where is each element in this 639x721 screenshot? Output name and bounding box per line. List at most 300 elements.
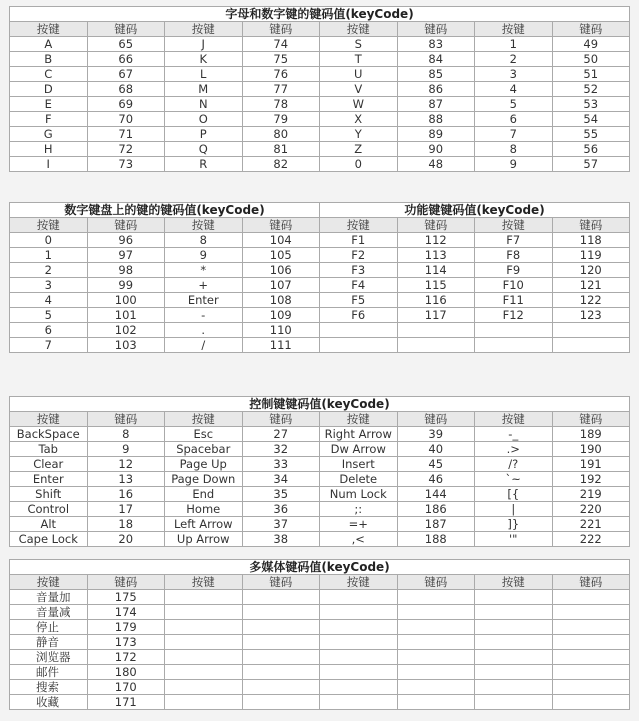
key-name-cell (165, 590, 243, 605)
keycode-cell: 38 (242, 532, 320, 547)
column-header: 按键 (165, 218, 243, 233)
table-row (10, 517, 630, 532)
column-header-row (10, 22, 630, 37)
keycode-cell: 102 (87, 323, 165, 338)
key-name-cell: 7 (10, 338, 88, 353)
key-name-cell: ;: (320, 502, 398, 517)
column-header: 键码 (242, 218, 320, 233)
column-header-row (10, 412, 630, 427)
key-name-cell: 2 (475, 52, 553, 67)
key-name-cell (320, 650, 398, 665)
keycode-cell (242, 605, 320, 620)
key-name-cell: 1 (475, 37, 553, 52)
key-name-cell: M (165, 82, 243, 97)
key-name-cell: 2 (10, 263, 88, 278)
key-name-cell (475, 620, 553, 635)
key-name-cell: F1 (320, 233, 398, 248)
key-name-cell: - (165, 308, 243, 323)
keycode-cell: 89 (397, 127, 475, 142)
keycode-cell (552, 680, 630, 695)
keycode-cell: 34 (242, 472, 320, 487)
key-name-cell: Y (320, 127, 398, 142)
column-header: 键码 (552, 22, 630, 37)
key-name-cell (320, 680, 398, 695)
key-name-cell: 4 (10, 293, 88, 308)
keycode-cell: 72 (87, 142, 165, 157)
column-header-row (10, 218, 630, 233)
key-name-cell: Up Arrow (165, 532, 243, 547)
keycode-cell (397, 680, 475, 695)
keycode-cell: 37 (242, 517, 320, 532)
keycode-cell: 173 (87, 635, 165, 650)
keycode-cell: 106 (242, 263, 320, 278)
column-header: 按键 (475, 575, 553, 590)
keycode-cell: 85 (397, 67, 475, 82)
key-name-cell (320, 620, 398, 635)
key-name-cell (475, 680, 553, 695)
table-row (10, 680, 630, 695)
table-row (10, 293, 630, 308)
keycode-cell: 17 (87, 502, 165, 517)
keycode-cell: 48 (397, 157, 475, 172)
key-name-cell: F10 (475, 278, 553, 293)
keycode-cell (397, 338, 475, 353)
key-name-cell: F9 (475, 263, 553, 278)
table-row (10, 665, 630, 680)
keycode-cell: 190 (552, 442, 630, 457)
key-name-cell (165, 650, 243, 665)
key-name-cell (165, 680, 243, 695)
column-header: 按键 (165, 412, 243, 427)
key-name-cell (320, 338, 398, 353)
key-name-cell: R (165, 157, 243, 172)
key-name-cell: 音量加 (10, 590, 88, 605)
key-name-cell: T (320, 52, 398, 67)
keycode-cell: 117 (397, 308, 475, 323)
keycode-cell (552, 650, 630, 665)
keycode-cell: 86 (397, 82, 475, 97)
key-name-cell: 静音 (10, 635, 88, 650)
keycode-cell (242, 635, 320, 650)
column-header: 键码 (397, 22, 475, 37)
keycode-cell: 96 (87, 233, 165, 248)
key-name-cell: 邮件 (10, 665, 88, 680)
key-name-cell: Alt (10, 517, 88, 532)
keycode-cell: 122 (552, 293, 630, 308)
keycode-cell: 191 (552, 457, 630, 472)
key-name-cell: + (165, 278, 243, 293)
keycode-cell: 65 (87, 37, 165, 52)
table-row (10, 635, 630, 650)
keycode-cell: 222 (552, 532, 630, 547)
key-name-cell: Left Arrow (165, 517, 243, 532)
table-row (10, 142, 630, 157)
keycode-cell: 107 (242, 278, 320, 293)
column-header: 键码 (87, 412, 165, 427)
keycode-cell: 67 (87, 67, 165, 82)
key-name-cell: Z (320, 142, 398, 157)
keycode-cell: 186 (397, 502, 475, 517)
keycode-cell: 174 (87, 605, 165, 620)
key-name-cell: Control (10, 502, 88, 517)
table-row (10, 323, 630, 338)
key-name-cell: V (320, 82, 398, 97)
key-name-cell (320, 695, 398, 710)
table-row (10, 157, 630, 172)
keycode-cell: 170 (87, 680, 165, 695)
keycode-cell (397, 590, 475, 605)
keycode-cell: 188 (397, 532, 475, 547)
keycode-cell: 77 (242, 82, 320, 97)
key-name-cell: ]} (475, 517, 553, 532)
key-name-cell (165, 695, 243, 710)
table-row (10, 127, 630, 142)
key-name-cell: Page Up (165, 457, 243, 472)
keycode-cell: 75 (242, 52, 320, 67)
key-name-cell: U (320, 67, 398, 82)
table-title: 控制键键码值(keyCode) (10, 397, 630, 412)
key-name-cell (475, 338, 553, 353)
keycode-cell: 120 (552, 263, 630, 278)
table-row (10, 52, 630, 67)
key-name-cell: A (10, 37, 88, 52)
key-name-cell: W (320, 97, 398, 112)
column-header-row (10, 575, 630, 590)
key-name-cell: 搜索 (10, 680, 88, 695)
key-name-cell: 停止 (10, 620, 88, 635)
key-name-cell: Home (165, 502, 243, 517)
key-name-cell: Cape Lock (10, 532, 88, 547)
key-name-cell: 8 (165, 233, 243, 248)
key-name-cell: =+ (320, 517, 398, 532)
keycode-cell: 187 (397, 517, 475, 532)
column-header: 按键 (475, 22, 553, 37)
table-row (10, 427, 630, 442)
keycode-cell (397, 635, 475, 650)
keycode-cell: 114 (397, 263, 475, 278)
column-header: 按键 (10, 22, 88, 37)
table-row (10, 650, 630, 665)
key-name-cell: .> (475, 442, 553, 457)
keycode-cell: 36 (242, 502, 320, 517)
key-name-cell: | (475, 502, 553, 517)
keycode-cell (552, 323, 630, 338)
key-name-cell: Enter (10, 472, 88, 487)
keycode-cell (242, 590, 320, 605)
column-header: 键码 (552, 575, 630, 590)
table-row (10, 487, 630, 502)
keycode-cell: 66 (87, 52, 165, 67)
keycode-cell: 68 (87, 82, 165, 97)
keycode-cell: 79 (242, 112, 320, 127)
key-name-cell: 收藏 (10, 695, 88, 710)
keycode-cell: 192 (552, 472, 630, 487)
key-name-cell (475, 635, 553, 650)
keycode-cell: 40 (397, 442, 475, 457)
key-name-cell: 5 (10, 308, 88, 323)
table-row (10, 605, 630, 620)
keycode-cell: 99 (87, 278, 165, 293)
table-row (10, 695, 630, 710)
table-row (10, 97, 630, 112)
column-header: 键码 (552, 412, 630, 427)
key-name-cell (320, 590, 398, 605)
keycode-cell (397, 665, 475, 680)
column-header: 键码 (242, 412, 320, 427)
key-name-cell: * (165, 263, 243, 278)
keycode-cell (242, 650, 320, 665)
table-title: 字母和数字键的键码值(keyCode) (10, 7, 630, 22)
keycode-cell: 144 (397, 487, 475, 502)
key-name-cell: J (165, 37, 243, 52)
keycode-cell: 175 (87, 590, 165, 605)
keycode-cell: 109 (242, 308, 320, 323)
key-name-cell: Q (165, 142, 243, 157)
key-name-cell (165, 620, 243, 635)
keycode-cell (242, 695, 320, 710)
numpad-function-keycode-table (9, 202, 630, 353)
keycode-cell: 179 (87, 620, 165, 635)
keycode-cell: 116 (397, 293, 475, 308)
keycode-cell: 18 (87, 517, 165, 532)
key-name-cell: 4 (475, 82, 553, 97)
key-name-cell: 5 (475, 97, 553, 112)
key-name-cell: F5 (320, 293, 398, 308)
keycode-cell: 189 (552, 427, 630, 442)
keycode-cell: 49 (552, 37, 630, 52)
keycode-cell: 32 (242, 442, 320, 457)
column-header: 键码 (397, 575, 475, 590)
key-name-cell: Page Down (165, 472, 243, 487)
key-name-cell: S (320, 37, 398, 52)
key-name-cell (320, 635, 398, 650)
keycode-cell: 13 (87, 472, 165, 487)
key-name-cell: Spacebar (165, 442, 243, 457)
key-name-cell: -_ (475, 427, 553, 442)
keycode-cell (397, 620, 475, 635)
table-row (10, 248, 630, 263)
keycode-cell: 219 (552, 487, 630, 502)
key-name-cell (165, 665, 243, 680)
key-name-cell: X (320, 112, 398, 127)
key-name-cell (475, 695, 553, 710)
keycode-cell: 123 (552, 308, 630, 323)
keycode-cell (242, 620, 320, 635)
keycode-cell (552, 635, 630, 650)
keycode-cell: 50 (552, 52, 630, 67)
key-name-cell: P (165, 127, 243, 142)
keycode-cell: 119 (552, 248, 630, 263)
keycode-cell: 172 (87, 650, 165, 665)
keycode-cell: 104 (242, 233, 320, 248)
key-name-cell (320, 665, 398, 680)
keycode-cell: 81 (242, 142, 320, 157)
key-name-cell: H (10, 142, 88, 157)
table-row (10, 502, 630, 517)
column-header: 按键 (165, 22, 243, 37)
column-header: 按键 (475, 218, 553, 233)
keycode-cell: 39 (397, 427, 475, 442)
keycode-cell: 69 (87, 97, 165, 112)
keycode-cell (242, 680, 320, 695)
key-name-cell: 9 (165, 248, 243, 263)
column-header: 按键 (10, 218, 88, 233)
keycode-cell: 100 (87, 293, 165, 308)
letter-digit-keycode-table (9, 6, 630, 172)
key-name-cell (475, 650, 553, 665)
keycode-cell: 118 (552, 233, 630, 248)
keycode-cell: 97 (87, 248, 165, 263)
keycode-cell: 112 (397, 233, 475, 248)
keycode-cell: 111 (242, 338, 320, 353)
keycode-cell: 56 (552, 142, 630, 157)
keycode-cell: 16 (87, 487, 165, 502)
table-row (10, 532, 630, 547)
column-header: 键码 (397, 218, 475, 233)
key-name-cell: 浏览器 (10, 650, 88, 665)
key-name-cell: Num Lock (320, 487, 398, 502)
key-name-cell (475, 323, 553, 338)
key-name-cell: '" (475, 532, 553, 547)
key-name-cell: F3 (320, 263, 398, 278)
column-header: 按键 (320, 412, 398, 427)
table-row (10, 590, 630, 605)
keycode-cell (397, 650, 475, 665)
key-name-cell: `~ (475, 472, 553, 487)
key-name-cell: 0 (10, 233, 88, 248)
keycode-cell (242, 665, 320, 680)
keycode-cell: 221 (552, 517, 630, 532)
key-name-cell: O (165, 112, 243, 127)
key-name-cell (320, 323, 398, 338)
key-name-cell: E (10, 97, 88, 112)
keycode-cell: 20 (87, 532, 165, 547)
key-name-cell: F7 (475, 233, 553, 248)
column-header: 键码 (87, 218, 165, 233)
keycode-cell: 73 (87, 157, 165, 172)
table-row (10, 620, 630, 635)
column-header: 按键 (10, 575, 88, 590)
column-header: 键码 (242, 575, 320, 590)
keycode-cell: 84 (397, 52, 475, 67)
key-name-cell: F12 (475, 308, 553, 323)
key-name-cell: B (10, 52, 88, 67)
keycode-cell (552, 665, 630, 680)
keycode-cell: 71 (87, 127, 165, 142)
key-name-cell: Right Arrow (320, 427, 398, 442)
table-row (10, 37, 630, 52)
keycode-cell: 54 (552, 112, 630, 127)
keycode-cell: 74 (242, 37, 320, 52)
key-name-cell: / (165, 338, 243, 353)
key-name-cell: L (165, 67, 243, 82)
key-name-cell: 音量减 (10, 605, 88, 620)
keycode-cell: 220 (552, 502, 630, 517)
key-name-cell (165, 605, 243, 620)
keycode-cell: 113 (397, 248, 475, 263)
table-title: 多媒体键码值(keyCode) (10, 560, 630, 575)
key-name-cell: End (165, 487, 243, 502)
keycode-cell: 76 (242, 67, 320, 82)
keycode-cell (397, 695, 475, 710)
table-row (10, 457, 630, 472)
key-name-cell: ,< (320, 532, 398, 547)
key-name-cell: I (10, 157, 88, 172)
table-row (10, 338, 630, 353)
key-name-cell: BackSpace (10, 427, 88, 442)
column-header: 键码 (552, 218, 630, 233)
key-name-cell: F (10, 112, 88, 127)
keycode-cell (397, 605, 475, 620)
key-name-cell: F2 (320, 248, 398, 263)
keycode-cell: 70 (87, 112, 165, 127)
keycode-cell (552, 338, 630, 353)
column-header: 按键 (475, 412, 553, 427)
table-row (10, 472, 630, 487)
key-name-cell: /? (475, 457, 553, 472)
keycode-cell: 57 (552, 157, 630, 172)
key-name-cell: [{ (475, 487, 553, 502)
keycode-cell: 52 (552, 82, 630, 97)
column-header: 键码 (242, 22, 320, 37)
keycode-cell: 82 (242, 157, 320, 172)
keycode-cell: 45 (397, 457, 475, 472)
key-name-cell: F6 (320, 308, 398, 323)
key-name-cell: . (165, 323, 243, 338)
keycode-cell: 83 (397, 37, 475, 52)
keycode-cell: 27 (242, 427, 320, 442)
table-row (10, 308, 630, 323)
function-key-table-title: 功能键键码值(keyCode) (320, 203, 630, 218)
key-name-cell: G (10, 127, 88, 142)
table-row (10, 112, 630, 127)
keycode-cell: 78 (242, 97, 320, 112)
column-header: 键码 (87, 22, 165, 37)
key-name-cell: F8 (475, 248, 553, 263)
keycode-cell: 35 (242, 487, 320, 502)
keycode-cell: 115 (397, 278, 475, 293)
column-header: 按键 (165, 575, 243, 590)
key-name-cell: 7 (475, 127, 553, 142)
column-header: 按键 (320, 22, 398, 37)
key-name-cell: 6 (10, 323, 88, 338)
keycode-cell (552, 605, 630, 620)
keycode-cell: 88 (397, 112, 475, 127)
key-name-cell: Shift (10, 487, 88, 502)
key-name-cell: Insert (320, 457, 398, 472)
key-name-cell: C (10, 67, 88, 82)
key-name-cell: N (165, 97, 243, 112)
table-row (10, 82, 630, 97)
table-row (10, 442, 630, 457)
table-row (10, 233, 630, 248)
key-name-cell: F4 (320, 278, 398, 293)
keycode-cell: 53 (552, 97, 630, 112)
keycode-cell: 51 (552, 67, 630, 82)
key-name-cell: Delete (320, 472, 398, 487)
column-header: 按键 (320, 218, 398, 233)
control-keycode-table (9, 396, 630, 547)
key-name-cell: Clear (10, 457, 88, 472)
key-name-cell (165, 635, 243, 650)
key-name-cell (320, 605, 398, 620)
key-name-cell: 3 (475, 67, 553, 82)
keycode-cell: 33 (242, 457, 320, 472)
key-name-cell: K (165, 52, 243, 67)
key-name-cell: 0 (320, 157, 398, 172)
keycode-cell: 98 (87, 263, 165, 278)
key-name-cell: F11 (475, 293, 553, 308)
